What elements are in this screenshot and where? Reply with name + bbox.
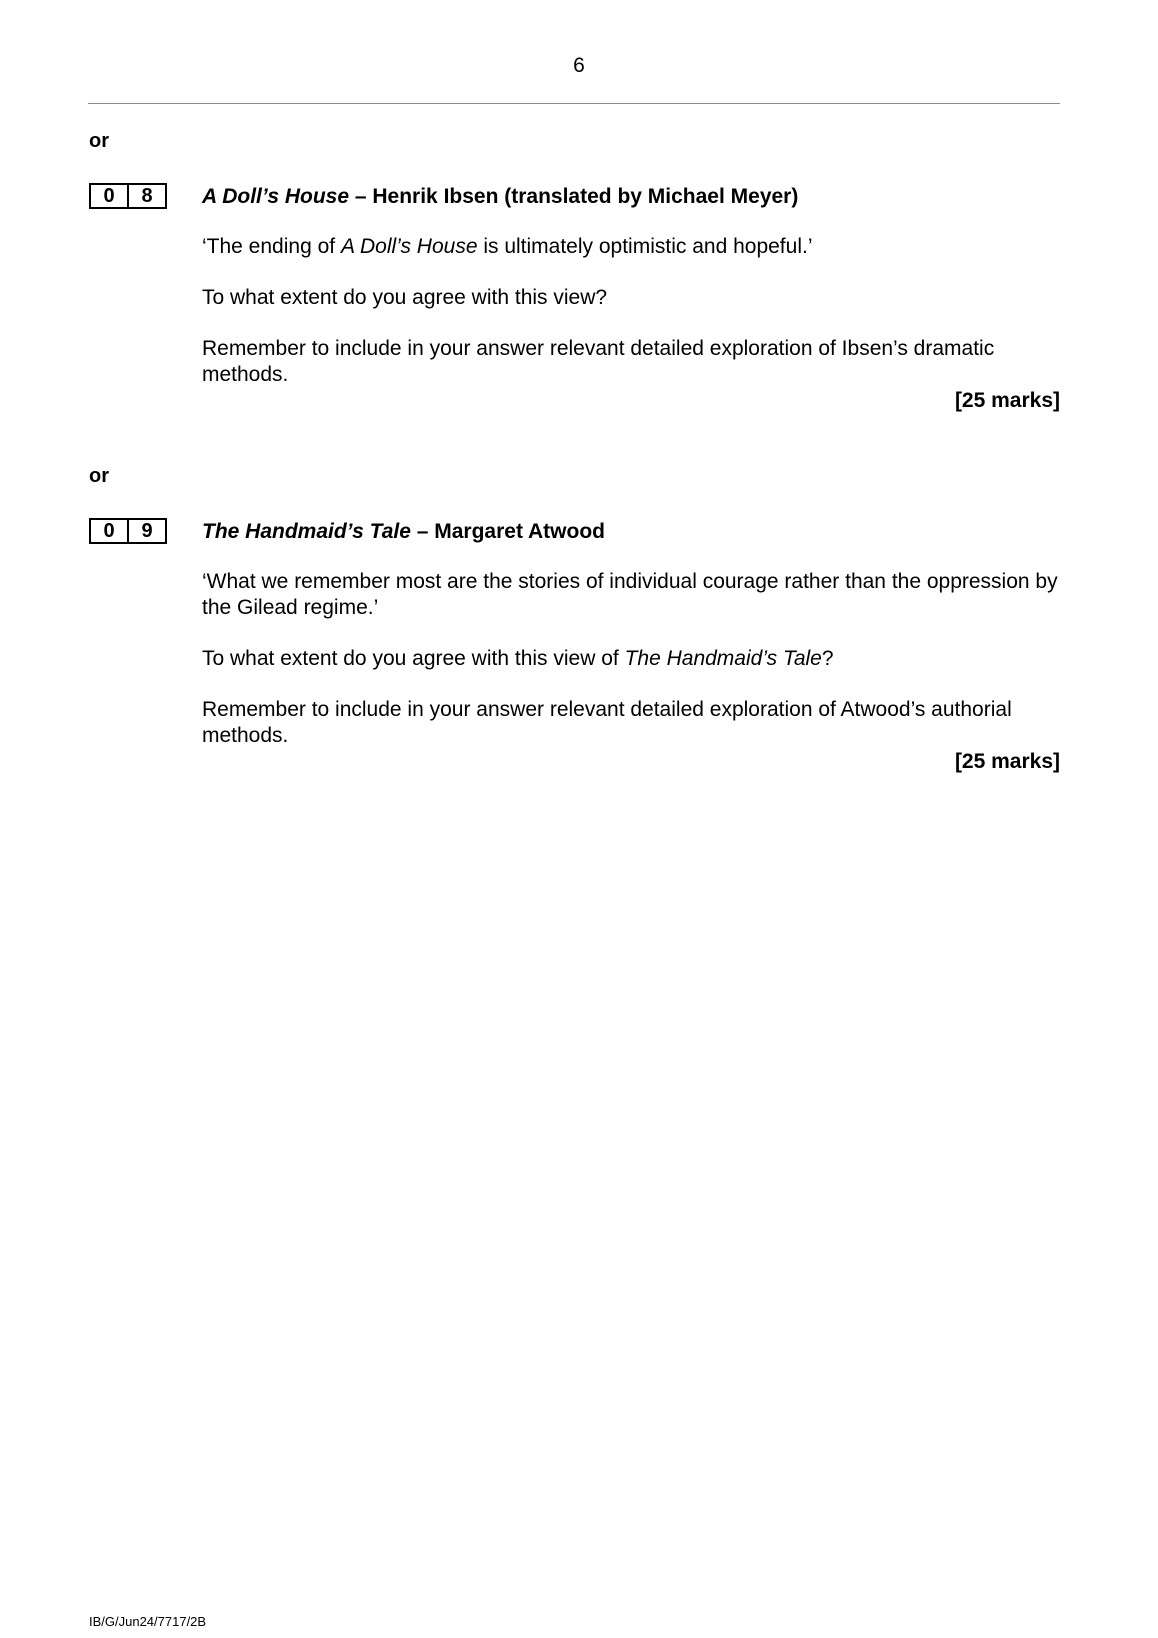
question-digit: 0 [103,185,115,207]
text-title: The Handmaid’s Tale [202,520,411,543]
author-credit: – Henrik Ibsen (translated by Michael Meyer) [349,185,799,208]
marks-label: [25 marks] [954,389,1060,412]
question-title [202,185,798,209]
marks-label: [25 marks] [954,750,1060,773]
or-label: or [89,465,109,487]
author-credit: – Margaret Atwood [410,520,605,543]
question-body [202,234,1060,414]
question-digit: 9 [127,520,165,542]
question-quote: ‘What we remember most are the stories of individual courage rather than the oppression by the Gilead regime.’ [202,570,1058,619]
question-digit: 0 [103,520,115,542]
or-label: or [89,130,109,152]
text-title: A Doll’s House [202,185,350,208]
question-title [202,520,605,544]
question-prompt: To what extent do you agree with this view? [202,286,608,309]
footer-code: IB/G/Jun24/7717/2B [89,1614,207,1629]
question-number-box [89,518,167,544]
header-rule [88,103,1060,104]
question-instruction: Remember to include in your answer relevant detailed exploration of Atwood’s authorial methods. [202,698,1012,747]
question-body [202,569,1060,775]
question-number-box [89,183,167,209]
question-instruction: Remember to include in your answer relevant detailed exploration of Ibsen’s dramatic methods. [202,337,995,386]
question-quote: ‘The ending of A Doll’s House is ultimately optimistic and hopeful.’ [202,235,813,258]
question-prompt: To what extent do you agree with this view of The Handmaid’s Tale? [202,647,834,670]
question-digit: 8 [127,185,165,207]
page-number: 6 [573,54,585,77]
